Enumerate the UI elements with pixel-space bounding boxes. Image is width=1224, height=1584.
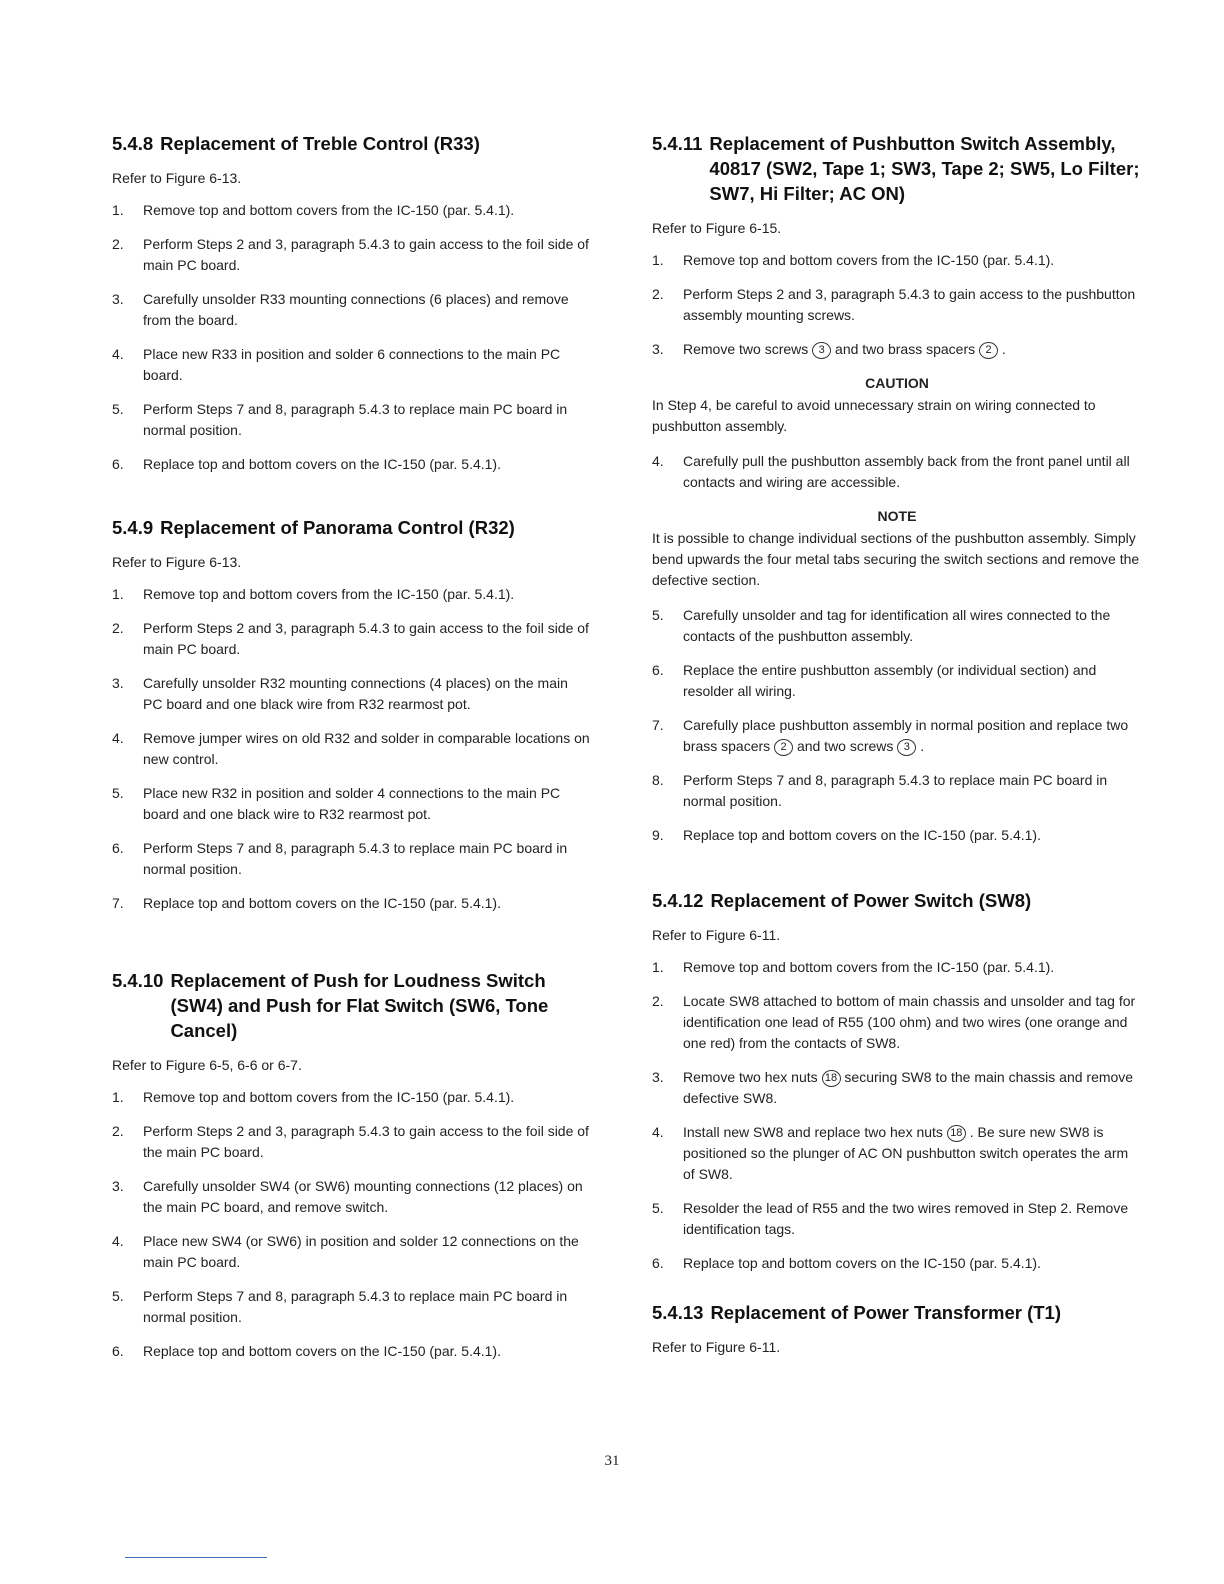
step: 2. Perform Steps 2 and 3, paragraph 5.4.3 to gain access to the foil side of main PC board.	[112, 620, 589, 657]
step: 7. Replace top and bottom covers on the IC-150 (par. 5.4.1).	[112, 895, 501, 911]
step: 2. Locate SW8 attached to bottom of main chassis and unsolder and tag for identification one lead of R55 (100 ohm) and two wires (one orange and one red) from the contacts of SW8.	[652, 993, 1136, 1051]
note-heading: NOTE	[877, 508, 917, 524]
step: 1. Remove top and bottom covers from the IC-150 (par. 5.4.1).	[652, 959, 1055, 975]
step: 5. Resolder the lead of R55 and the two wires removed in Step 2. Remove identification tags.	[652, 1200, 1129, 1237]
step-list	[652, 605, 1142, 846]
step: 2. Perform Steps 2 and 3, paragraph 5.4.3 to gain access to the foil side of main PC board.	[112, 236, 589, 273]
step-list	[652, 250, 1142, 360]
step: 5. Perform Steps 7 and 8, paragraph 5.4.3 to replace main PC board in normal position.	[112, 401, 568, 438]
figure-reference: Refer to Figure 6-11.	[652, 1339, 781, 1355]
section-heading: 5.4.9 Replacement of Panorama Control (R32)	[112, 517, 515, 538]
section-5-4-13	[652, 1300, 1142, 1357]
section-5-4-8	[112, 131, 590, 475]
callout-number: 18	[822, 1070, 841, 1087]
step: 1. Remove top and bottom covers from the IC-150 (par. 5.4.1).	[112, 202, 515, 218]
section-heading: 5.4.8 Replacement of Treble Control (R33)	[112, 133, 480, 154]
note-text: It is possible to change individual sections of the pushbutton assembly. Simply bend upwards the four metal tabs securing the switch sections and remove the defective section.	[652, 530, 1140, 588]
section-heading: 5.4.11 Replacement of Pushbutton Switch Assembly, 40817 (SW2, Tape 1; SW3, Tape 2; SW5, Lo Filter; SW7, Hi Filter; AC ON)	[652, 133, 1140, 204]
left-column	[112, 131, 590, 1402]
step: 3. Carefully unsolder SW4 (or SW6) mounting connections (12 places) on the main PC board, and remove switch.	[112, 1178, 583, 1215]
section-heading: 5.4.12 Replacement of Power Switch (SW8)	[652, 890, 1032, 911]
step-list	[112, 1087, 590, 1362]
figure-reference: Refer to Figure 6-15.	[652, 220, 782, 236]
step: 6. Replace top and bottom covers on the IC-150 (par. 5.4.1).	[112, 456, 501, 472]
step: 1. Remove top and bottom covers from the IC-150 (par. 5.4.1).	[112, 586, 515, 602]
step: 4. Install new SW8 and replace two hex nuts 18 . Be sure new SW8 is positioned so the plunger of AC ON pushbutton switch operates the arm of SW8.	[652, 1124, 1129, 1182]
step: 8. Perform Steps 7 and 8, paragraph 5.4.3 to replace main PC board in normal position.	[652, 772, 1108, 809]
section-heading: 5.4.10 Replacement of Push for Loudness Switch (SW4) and Push for Flat Switch (SW6, Tone Cancel)	[112, 970, 549, 1041]
step: 5. Perform Steps 7 and 8, paragraph 5.4.3 to replace main PC board in normal position.	[112, 1288, 568, 1325]
step: 3. Remove two screws 3 and two brass spacers 2 .	[652, 341, 1006, 357]
step-list	[112, 200, 590, 475]
figure-reference: Refer to Figure 6-11.	[652, 927, 781, 943]
caution-text: In Step 4, be careful to avoid unnecessary strain on wiring connected to pushbutton assembly.	[652, 397, 1096, 434]
step: 9. Replace top and bottom covers on the IC-150 (par. 5.4.1).	[652, 827, 1041, 843]
step: 2. Perform Steps 2 and 3, paragraph 5.4.3 to gain access to the foil side of the main PC board.	[112, 1123, 589, 1160]
step: 5. Carefully unsolder and tag for identification all wires connected to the contacts of the pushbutton assembly.	[652, 607, 1111, 644]
step: 5. Place new R32 in position and solder 4 connections to the main PC board and one black wire to R32 rearmost pot.	[112, 785, 561, 822]
callout-number: 3	[812, 342, 831, 359]
step: 6. Perform Steps 7 and 8, paragraph 5.4.3 to replace main PC board in normal position.	[112, 840, 568, 877]
callout-number: 3	[897, 739, 916, 756]
figure-reference: Refer to Figure 6-13.	[112, 554, 242, 570]
section-5-4-12	[652, 888, 1142, 1274]
figure-reference: Refer to Figure 6-5, 6-6 or 6-7.	[112, 1057, 302, 1073]
right-column	[652, 131, 1142, 1397]
section-5-4-10	[112, 968, 590, 1362]
step: 4. Remove jumper wires on old R32 and solder in comparable locations on new control.	[112, 730, 590, 767]
step: 2. Perform Steps 2 and 3, paragraph 5.4.3 to gain access to the pushbutton assembly mounting screws.	[652, 286, 1136, 323]
step: 4. Carefully pull the pushbutton assembly back from the front panel until all contacts and wiring are accessible.	[652, 453, 1130, 490]
caution-heading: CAUTION	[865, 375, 929, 391]
step-list	[112, 584, 590, 914]
page-number: 31	[604, 1453, 620, 1469]
step: 4. Place new R33 in position and solder 6 connections to the main PC board.	[112, 346, 561, 383]
step: 1. Remove top and bottom covers from the IC-150 (par. 5.4.1).	[112, 1089, 515, 1105]
step: 3. Carefully unsolder R33 mounting connections (6 places) and remove from the board.	[112, 291, 569, 328]
section-heading: 5.4.13 Replacement of Power Transformer (T1)	[652, 1302, 1061, 1323]
step: 6. Replace top and bottom covers on the IC-150 (par. 5.4.1).	[652, 1255, 1041, 1271]
callout-number: 18	[947, 1125, 966, 1142]
footer-rule	[125, 1557, 267, 1558]
step: 6. Replace the entire pushbutton assembly (or individual section) and resolder all wiring.	[652, 662, 1097, 699]
step: 3. Carefully unsolder R32 mounting connections (4 places) on the main PC board and one black wire from R32 rearmost pot.	[112, 675, 568, 712]
step-list	[652, 451, 1142, 493]
step: 4. Place new SW4 (or SW6) in position and solder 12 connections on the main PC board.	[112, 1233, 579, 1270]
callout-number: 2	[979, 342, 998, 359]
step: 6. Replace top and bottom covers on the IC-150 (par. 5.4.1).	[112, 1343, 501, 1359]
figure-reference: Refer to Figure 6-13.	[112, 170, 242, 186]
step-list	[652, 957, 1142, 1274]
section-5-4-9	[112, 515, 590, 914]
step: 3. Remove two hex nuts 18 securing SW8 to the main chassis and remove defective SW8.	[652, 1069, 1134, 1106]
callout-number: 2	[774, 739, 793, 756]
section-5-4-11	[652, 131, 1142, 846]
step: 1. Remove top and bottom covers from the IC-150 (par. 5.4.1).	[652, 252, 1055, 268]
step: 7. Carefully place pushbutton assembly in normal position and replace two brass spacers 2 and two screws 3 .	[652, 717, 1129, 754]
